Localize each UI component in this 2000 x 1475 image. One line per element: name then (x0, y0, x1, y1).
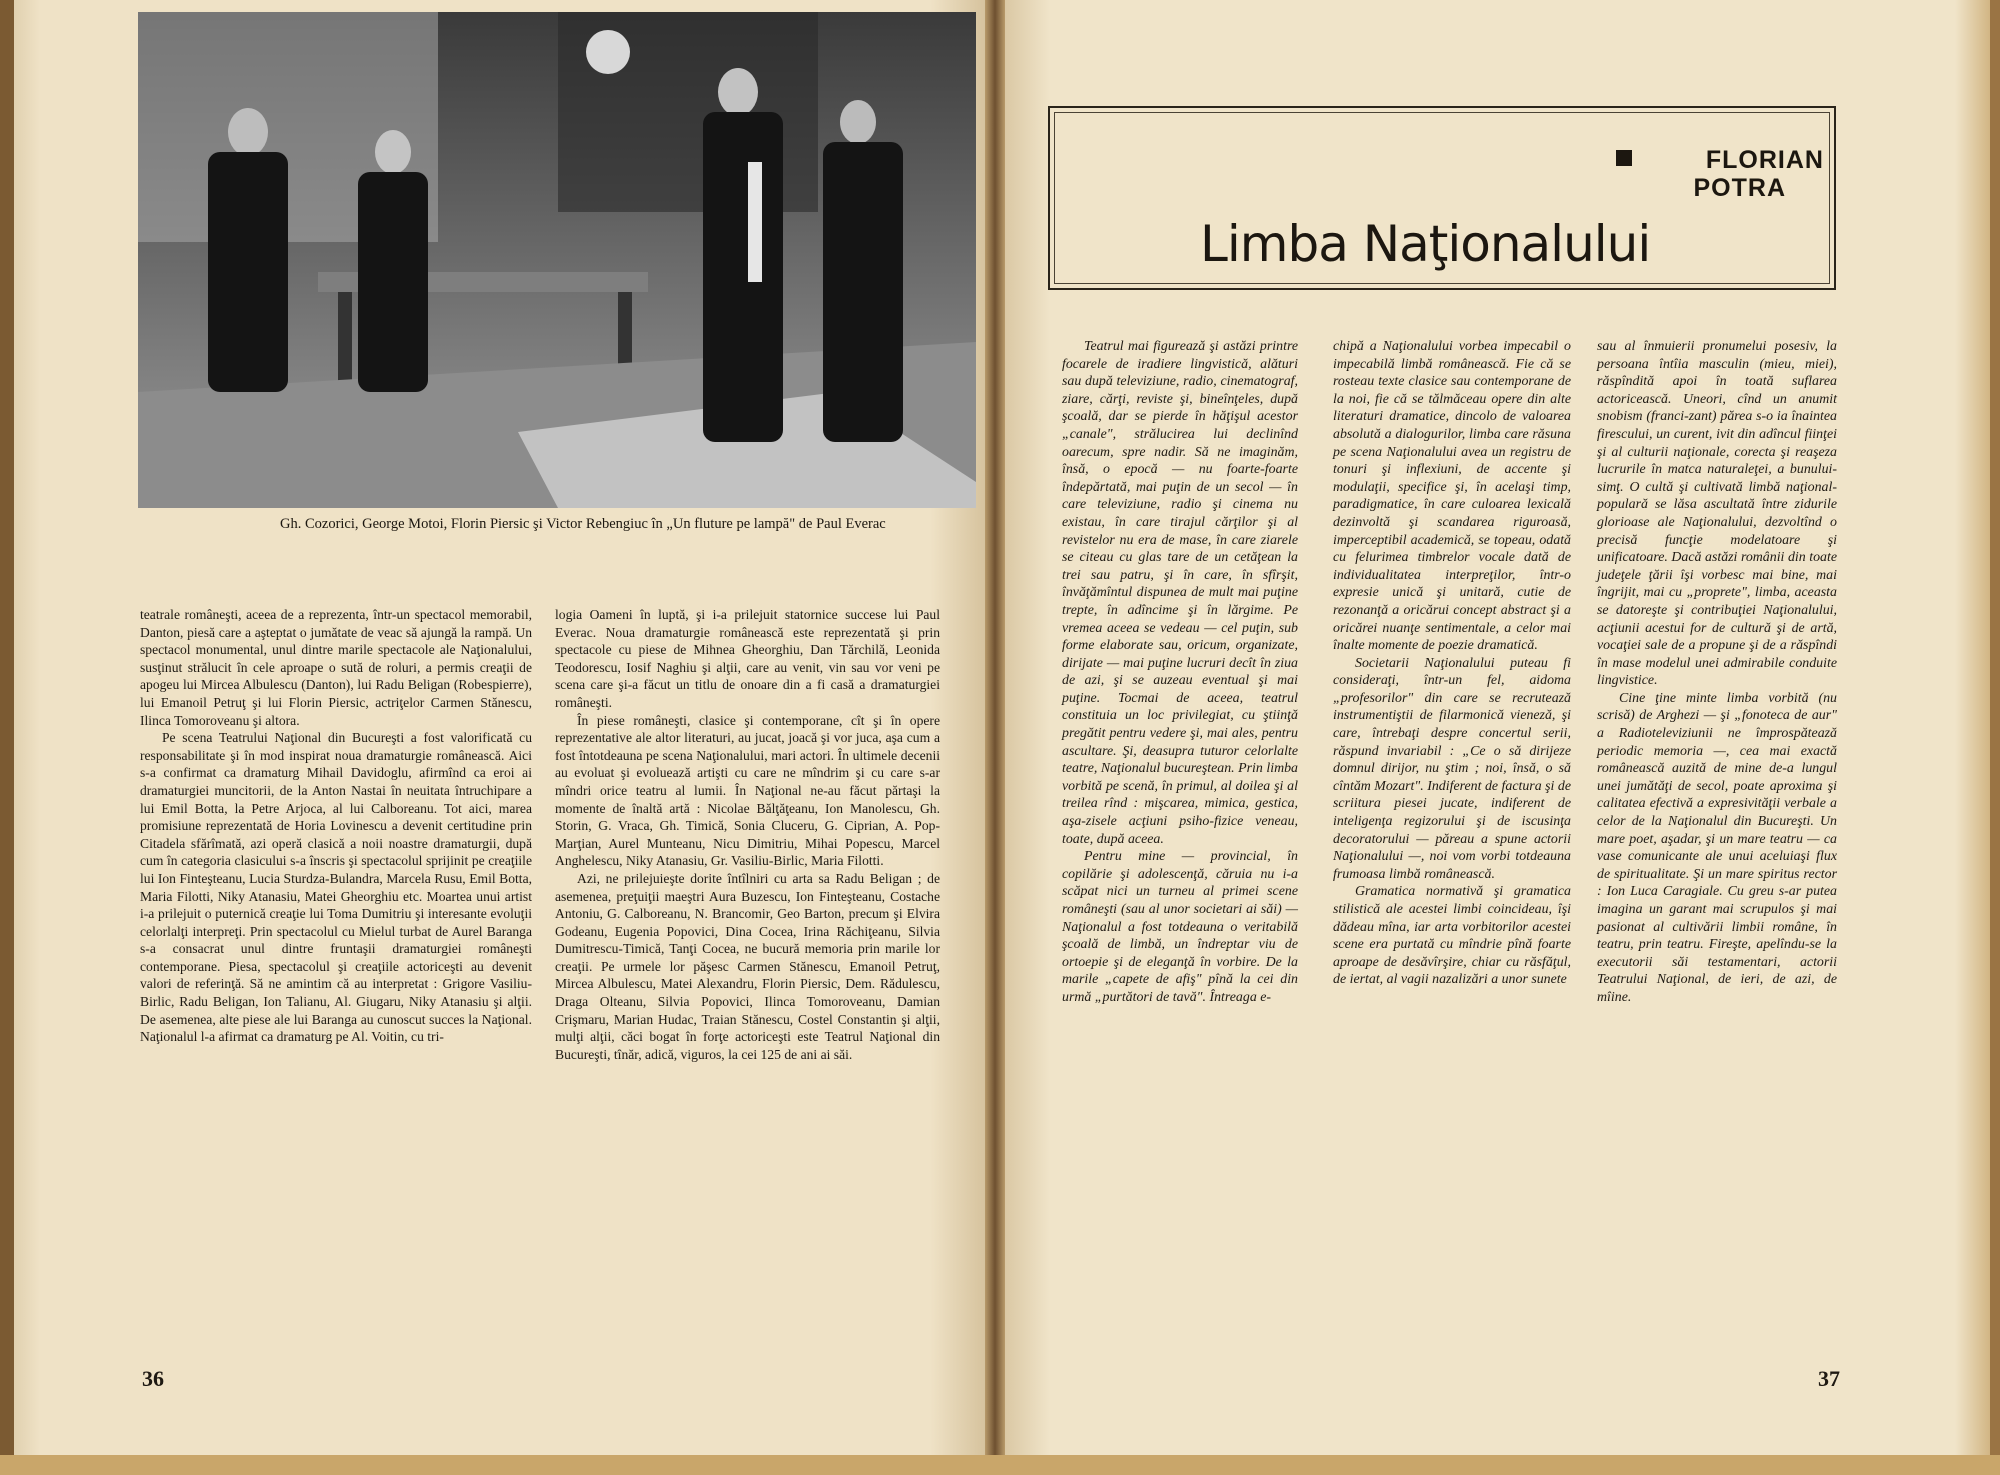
book-spine (985, 0, 1005, 1475)
book-bottom-edge (0, 1455, 2000, 1475)
paragraph: teatrale româneşti, aceea de a reprezenta, într-un spectacol memorabil, Danton, piesă care a aşteptat o jumătate de veac să ajungă la rampă. Un spectacol monumental, unul dintre marile spectacole ale Naţionalului, susţinut strălucit în cele aproape o sută de roluri, a permis creaţii de apogeu lui Mircea Albulescu (Danton), lui Radu Beligan (Robespierre), lui Emanoil Petruţ şi lui Florin Piersic, actriţelor Carmen Stănescu, Ilinca Tomoroveanu şi altora. (140, 607, 532, 728)
right-column-2 (1333, 338, 1571, 989)
paragraph: Societarii Naţionalului puteau fi consideraţi, într-un fel, aidoma „profesorilor" din care se recrutează instrumentiştii de filarmonică vieneză, şi care, întrebaţi despre concertul serii, răspund invariabil : „Ce o să dirijeze domnul dirijor, nu ştim ; noi, însă, o să cîntăm Mozart". Indiferent de factura şi de scriitura piesei jucate, indiferent de inteligenţa regizorului şi de iscusinţa decoratorului — păreau a spune actorii Naţionalului —, noi vom vorbi totdeauna frumoasa limbă românească. (1333, 655, 1571, 882)
right-page (1000, 0, 2000, 1475)
paragraph: Azi, ne prilejuieşte dorite întîlniri cu arta sa Radu Beligan ; de asemenea, preţuiţii maeştri Aura Buzescu, Ion Finteşteanu, Costache Antoniu, G. Calboreanu, N. Brancomir, Geo Barton, precum şi Elvira Godeanu, Eugenia Popovici, Dina Cocea, Irina Răchiţeanu, Silvia Dumitrescu-Timică, Tanţi Cocea, ne bucură memoria prin marile lor creaţii. Pe urmele lor păşesc Carmen Stănescu, Emanoil Petruţ, Mircea Albulescu, Matei Alexandru, Florin Piersic, Dem. Rădulescu, Draga Olteanu, Silvia Popovici, Ilinca Tomoroveanu, Damian Crişmaru, Marian Hudac, Traian Stănescu, Costel Constantin şi alţii, mulţi alţii, căci bogat în forţe actoriceşti este Teatrul Naţional din Bucureşti, tînăr, adică, viguros, la cei 125 de ani ai săi. (555, 870, 940, 1062)
paragraph: În piese româneşti, clasice şi contemporane, cît şi în opere reprezentative ale altor literaturi, au jucat, joacă şi vor juca, aşa cum a fost întotdeauna pe scena Naţionalului, mari actori. În ultimele decenii au evoluat şi evoluează artişti cu care ne mîndrim şi cu care s-ar mîndri orice teatru al lumii. În Naţional ne-au făcut părtaşi la momente de înaltă artă : Nicolae Bălţăţeanu, Ion Manolescu, Gh. Storin, G. Vraca, Gh. Timică, Sonia Cluceru, G. Ciprian, A. Pop-Marţian, Aurel Munteanu, Nicu Dimitriu, Mihai Popescu, Marcel Anghelescu, Niky Atanasiu, Gr. Vasiliu-Birlic, Maria Filotti. (555, 712, 940, 869)
right-column-1 (1062, 338, 1298, 1007)
photo-caption: Gh. Cozorici, George Motoi, Florin Piersic şi Victor Rebengiuc în „Un fluture pe lampă" de Paul Everac (280, 516, 886, 532)
paragraph: sau al înmuierii pronumelui posesiv, la persoana întîia masculin (mieu, miei), răspîndită apoi în toată suflarea actoricească. Uneori, cînd un anumit snobism (franci-zant) părea s-o ia înaintea firescului, un curent, ivit din adîncul fiinţei şi al culturii naţionale, corecta şi reaşeza lucrurile în matca naturaleţei, a bunului-simţ. O cultă şi cultivată limbă naţional-populară se lăsa ascultată între zidurile glorioase ale Naţionalului, dezvoltînd o precisă funcţie modelatoare şi unificatoare. Dacă astăzi românii din toate judeţele ţării îşi vorbesc mai bine, mai îngrijit, mai cu „proprete", limba, aceasta se datoreşte şi contribuţiei Naţionalului, acţiunii acestui for de cultură şi de artă, vocaţiei sale de a propune şi de a răspîndi în mase modelul unei admirabile conduite lingvistice. (1597, 339, 1837, 689)
page-number-left: 36 (142, 1366, 164, 1391)
right-column-3 (1597, 338, 1837, 1007)
title-box (1048, 106, 1836, 290)
author-first-name: FLORIAN (1705, 146, 1824, 174)
paragraph: Teatrul mai figurează şi astăzi printre focarele de iradiere lingvistică, alături sau după televiziune, radio, cinematograf, ziare, cărţi, reviste şi, bineînţeles, după şcoală, dar se pierde în hăţişul acestor „canale", strălucirea lui declinînd oarecum, spre nadir. Să ne imaginăm, însă, o epocă — nu foarte-foarte îndepărtată, mai puţin de un secol — în care televiziune, radio şi cinema nu existau, în care tirajul cărţilor şi al revistelor nu era de mase, în care ziarele se citeau cu glas tare de un cetăţean la trei sau patru, şi în care, în sfîrşit, învăţămîntul dispunea de mult mai puţine trepte, în adîncime şi în lărgime. Pe vremea aceea se vedeau — cel puţin, sub forme elaborate sau, oricum, organizate, dirijate — mai puţine lucruri decît în ziua de azi, şi se auzeau eventual şi mai puţine. Tocmai de aceea, teatrul constituia un loc privilegiat, cu ştiinţă pregătit pentru vedere şi, mai ales, pentru ascultare. Şi, deasupra tuturor celorlalte teatre, Naţionalul bucureştean. Prin limba vorbită pe scenă, în primul, al doilea şi al treilea rînd : mişcarea, mimica, gestica, aşa-zisele acţiuni psiho-fizice veneau, toate, după aceea. (1062, 339, 1298, 847)
square-bullet-icon (1616, 150, 1632, 166)
left-page (0, 0, 990, 1475)
page-number-right: 37 (1818, 1366, 1840, 1391)
author-name (1604, 146, 1824, 202)
paragraph: chipă a Naţionalului vorbea impecabil o impecabilă limbă românească. Fie că se rosteau texte clasice sau contemporane de la noi, fie că se tălmăceau opere din alte literaturi dramatice, dincolo de valoarea absolută a dialogurilor, limba care răsuna pe scena Naţionalului avea un registru de tonuri şi inflexiuni, de accente şi modulaţii, specifice şi, în acelaşi timp, paradigmatice, în care culoarea lexicală dezinvoltă şi scandarea riguroasă, imperceptibil academică, se topeau, odată cu felurimea timbrelor vocale dată de individualitatea interpreţilor, într-o expresie unică şi unitară, cutie de rezonanţă a oricărui concept abstract şi a oricărei nuanţe sentimentale, a celor mai înalte momente de poezie dramatică. (1333, 339, 1571, 654)
left-column-1 (140, 606, 532, 1046)
stage-photo (138, 12, 976, 508)
paragraph: Cine ţine minte limba vorbită (nu scrisă) de Arghezi — şi „fonoteca de aur" a Radioteleviziunii ne împrospătează periodic memoria —, cea mai exactă românească auzită de mine de-a lungul unei jumătăţi de secol, poate aproxima şi calitatea efectivă a expresivităţii verbale a celor de la Naţionalul din Bucureşti. Un mare poet, aşadar, şi un mare teatru — ca vase comunicante ale unui aceluiaşi flux de spiritualitate. Şi un mare spiritus rector : Ion Luca Caragiale. Cu greu s-ar putea imagina un garant mai scrupulos şi mai pasionat al cultivării limbii române, în teatru, prin teatru. Fireşte, apelîndu-se la executorii săi testamentari, actorii Teatrului Naţional, de ieri, de azi, de mîine. (1597, 690, 1837, 1005)
left-column-2 (555, 606, 940, 1063)
paragraph: logia Oameni în luptă, şi i-a prilejuit statornice succese lui Paul Everac. Noua dramaturgie românească este reprezentată şi prin spectacole cu piese de Mihnea Gheorghiu, Dan Tărchilă, Leonida Teodorescu, Iosif Naghiu şi alţii, care au venit, vin sau vor veni pe scena care şi-a făcut un titlu de onoare din a fi casă a dramaturgiei româneşti. (555, 607, 940, 710)
book-edge-left (0, 0, 14, 1475)
paragraph: Pentru mine — provincial, în copilărie şi adolescenţă, căruia nu i-a scăpat nici un turneu al primei scene româneşti (sau al unor societari ai săi) — Naţionalul a fost totdeauna o veritabilă şcoală de limbă, un îndreptar viu de ortoepie şi de eleganţă în vorbire. De la marile „capete de afiş" pînă la cei din urmă „purtători de tavă". Întreaga e- (1062, 849, 1298, 1005)
author-last-name: POTRA (1693, 174, 1786, 202)
article-title: Limba Naţionalului (1200, 215, 1651, 273)
paragraph: Gramatica normativă şi gramatica stilistică ale acestei limbi coincideau, îşi dădeau mîna, iar arta vorbitorilor acestei scene era purtată cu mîndrie pînă foarte aproape de desăvîrşire, chiar cu răsfăţul, de iertat, al vagii nazalizări a unor sunete (1333, 884, 1571, 988)
paragraph: Pe scena Teatrului Naţional din Bucureşti a fost valorificată cu responsabilitate şi în mod inspirat noua dramaturgie românească. Aici s-a confirmat ca dramaturg Mihail Davidoglu, afirmînd ca eroi ai dramaturgiei muncitorii, de la Anton Nastai în neuitata întruchipare a lui Emil Botta, la Petre Arjoca, al lui Calboreanu. Tot aici, marea promisiune reprezentată de Horia Lovinescu a devenit certitudine prin Citadela sfărîmată, azi operă clasică a noii noastre dramaturgii, după cum în categoria clasicului s-a înscris şi spectacolul sprijinit pe creaţiile lui Ion Finteşteanu, Lucia Sturdza-Bulandra, Marcela Rusu, Emil Botta, Maria Filotti, Niky Atanasiu, Matei Gheorghiu etc. Moartea unui artist i-a prilejuit o puternică creaţie lui Toma Dumitriu şi interesante evoluţii celorlalţi interpreţi. Prin spectacolul cu Mielul turbat de Aurel Baranga s-a consacrat unul dintre fruntaşii dramaturgiei româneşti contemporane. Piesa, spectacolul şi creaţiile actoriceşti au devenit valori de referinţă. Să ne amintim că au interpretat : Grigore Vasiliu-Birlic, Radu Beligan, Ion Talianu, Al. Giugaru, Niky Atanasiu şi alţii. De asemenea, alte piese ale lui Baranga au cunoscut succes la Naţional. Naţionalul l-a afirmat ca dramaturg pe Al. Voitin, cu tri- (140, 730, 532, 1045)
book-edge-right (1990, 0, 2000, 1475)
